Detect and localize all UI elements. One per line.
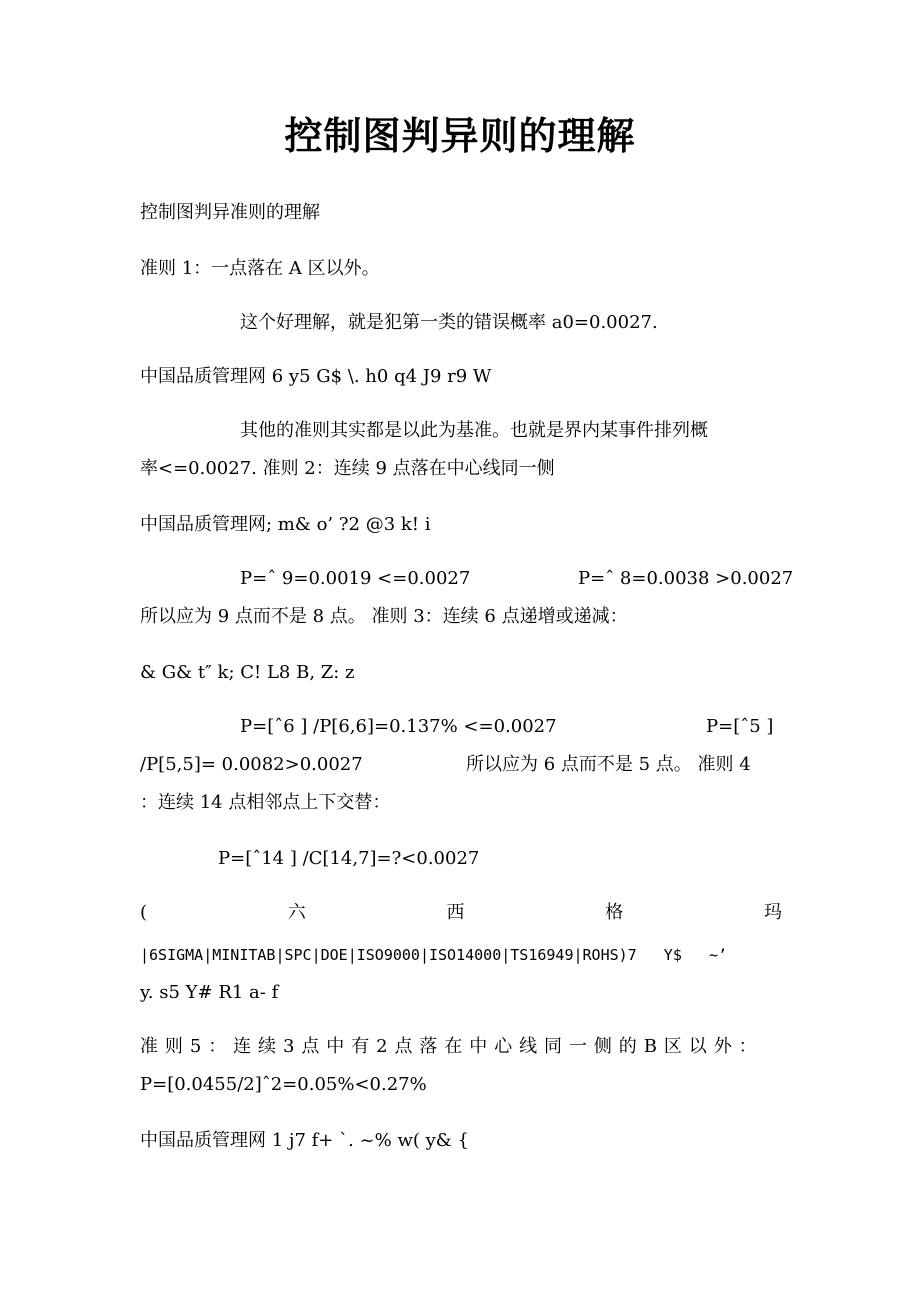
six-sigma-spread-line xyxy=(140,896,782,930)
rule-3-formula-a: P=[ˆ6 ] /P[6,6]=0.137% <=0.0027 xyxy=(240,716,557,737)
paragraph-line-1: 其他的准则其实都是以此为基准。也就是界内某事件排列概 xyxy=(240,420,708,441)
watermark-line-6: 中国品质管理网 1 j7 f+ `. ~% w( y& { xyxy=(140,1130,469,1151)
rule-3-formula-b: P=[ˆ5 ] xyxy=(706,716,774,737)
watermark-line-3: & G& t″ k; C! L8 B, Z: z xyxy=(140,662,355,683)
watermark-line-2: 中国品质管理网; m& o’ ?2 @3 k! i xyxy=(140,514,431,535)
watermark-line-1: 中国品质管理网 6 y5 G$ \. h0 q4 J9 r9 W xyxy=(140,366,492,387)
spread-char: 六 xyxy=(287,902,306,923)
spread-char: 格 xyxy=(605,902,624,923)
rule-5-line: 准 则 5 ： 连 续 3 点 中 有 2 点 落 在 中 心 线 同 一 侧 的 B 区 以 外 ： xyxy=(140,1036,758,1057)
rule-2-formula-b: P=ˆ 8=0.0038 >0.0027 xyxy=(578,568,794,589)
rule-1-explanation: 这个好理解，就是犯第一类的错误概率 a0=0.0027. xyxy=(240,312,658,333)
watermark-line-5: y. s5 Y# R1 a- f xyxy=(140,982,279,1003)
paragraph-line-2: 率<=0.0027. 准则 2：连续 9 点落在中心线同一侧 xyxy=(140,458,555,479)
watermark-line-4: |6SIGMA|MINITAB|SPC|DOE|ISO9000|ISO14000|TS16949|ROHS)7 Y$ ~’ xyxy=(140,946,727,964)
rule-2-formula-a: P=ˆ 9=0.0019 <=0.0027 xyxy=(240,568,471,589)
rule-4-formula: P=[ˆ14 ] /C[14,7]=?<0.0027 xyxy=(218,848,480,869)
rule-3-line: 所以应为 9 点而不是 8 点。 准则 3：连续 6 点递增或递减： xyxy=(140,606,628,627)
rule-1-line: 准则 1：一点落在 A 区以外。 xyxy=(140,258,380,279)
document-title: 控制图判异则的理解 xyxy=(284,113,636,158)
spread-char: 玛 xyxy=(763,902,782,923)
rule-4-intro: 所以应为 6 点而不是 5 点。 准则 4 xyxy=(466,754,751,775)
spread-char: 西 xyxy=(446,902,465,923)
rule-5-formula: P=[0.0455/2]ˆ2=0.05%<0.27% xyxy=(140,1074,427,1095)
rule-3-formula-c: /P[5,5]= 0.0082>0.0027 xyxy=(140,754,363,775)
subtitle-line: 控制图判异准则的理解 xyxy=(140,202,320,223)
spread-char: ( xyxy=(140,902,148,923)
rule-4-line: ：连续 14 点相邻点上下交替： xyxy=(140,792,391,813)
